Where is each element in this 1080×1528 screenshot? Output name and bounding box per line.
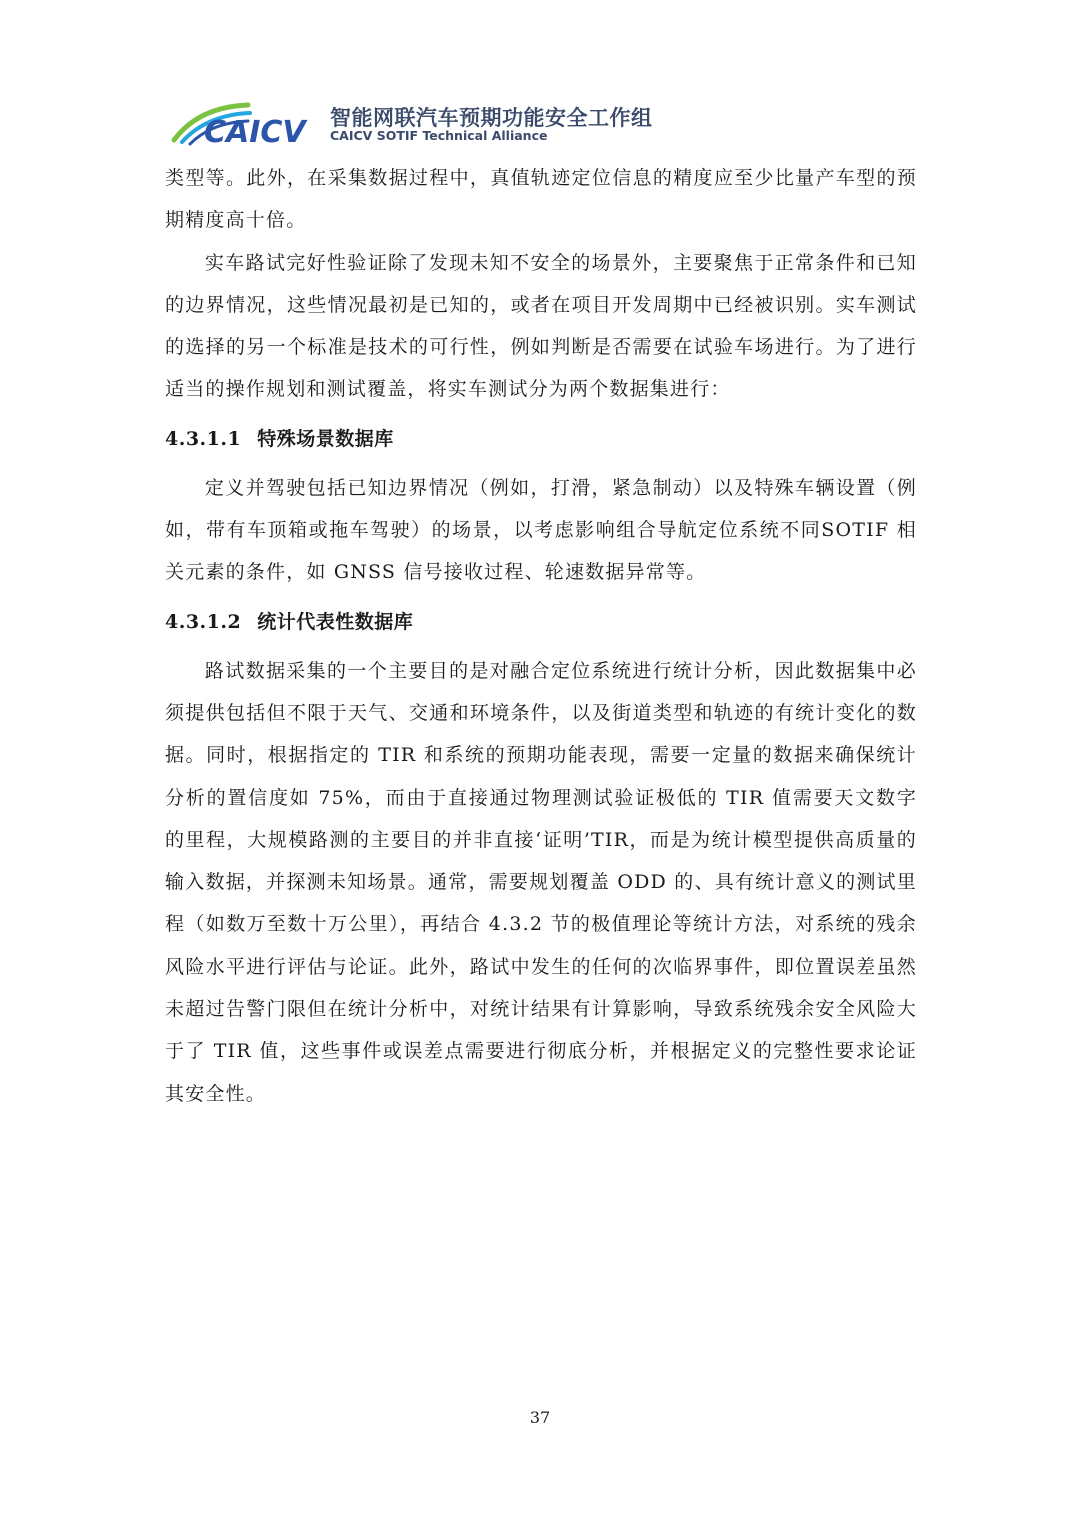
section-heading-4-3-1-1 [165,411,917,467]
section-heading-4-3-1-2 [165,594,917,650]
document-body [165,157,917,1115]
logo-text: CAICV [204,115,306,150]
paragraph-4: 路试数据采集的一个主要目的是对融合定位系统进行统计分析，因此数据集中必须提供包括但不限于天气、交通和环境条件，以及街道类型和轨迹的有统计变化的数据。同时，根据指定的 TIR 和系统的预期功能表现，需要一定量的数据来确保统计分析的置信度如 75%，而由于直接通过物理测试验证极低的 TIR 值需要天文数字的里程，大规模路测的主要目的并非直接‘证明’TIR，而是为统计模型提供高质量的输入数据，并探测未知场景。通常，需要规划覆盖 ODD 的、具有统计意义的测试里程（如数万至数十万公里），再结合 4.3.2 节的极值理论等统计方法，对系统的残余风险水平进行评估与论证。此外，路试中发生的任何的次临界事件，即位置误差虽然未超过告警门限但在统计分析中，对统计结果有计算影响，导致系统残余安全风险大于了 TIR 值，这些事件或误差点需要进行彻底分析，并根据定义的完整性要求论证其安全性。 [165,659,917,1105]
org-name-en: CAICV SOTIF Technical Alliance [330,128,548,143]
paragraph-1: 类型等。此外，在采集数据过程中，真值轨迹定位信息的精度应至少比量产车型的预期精度高十倍。 [165,167,917,232]
paragraph-3: 定义并驾驶包括已知边界情况（例如，打滑，紧急制动）以及特殊车辆设置（例如，带有车顶箱或拖车驾驶）的场景，以考虑影响组合导航定位系统不同SOTIF 相关元素的条件，如 GNSS 信号接收过程、轮速数据异常等。 [165,476,917,584]
caicv-logo-icon [170,96,325,150]
section-title: 特殊场景数据库 [257,427,394,450]
page-number: 37 [529,1408,551,1427]
section-title: 统计代表性数据库 [257,610,414,633]
section-number: 4.3.1.2 [165,610,242,633]
section-number: 4.3.1.1 [165,427,242,450]
paragraph-2: 实车路试完好性验证除了发现未知不安全的场景外，主要聚焦于正常条件和已知的边界情况，这些情况最初是已知的，或者在项目开发周期中已经被识别。实车测试的选择的另一个标准是技术的可行性，例如判断是否需要在试验车场进行。为了进行适当的操作规划和测试覆盖，将实车测试分为两个数据集进行： [165,251,917,401]
org-name-cn: 智能网联汽车预期功能安全工作组 [330,106,653,130]
page-header [170,96,690,150]
